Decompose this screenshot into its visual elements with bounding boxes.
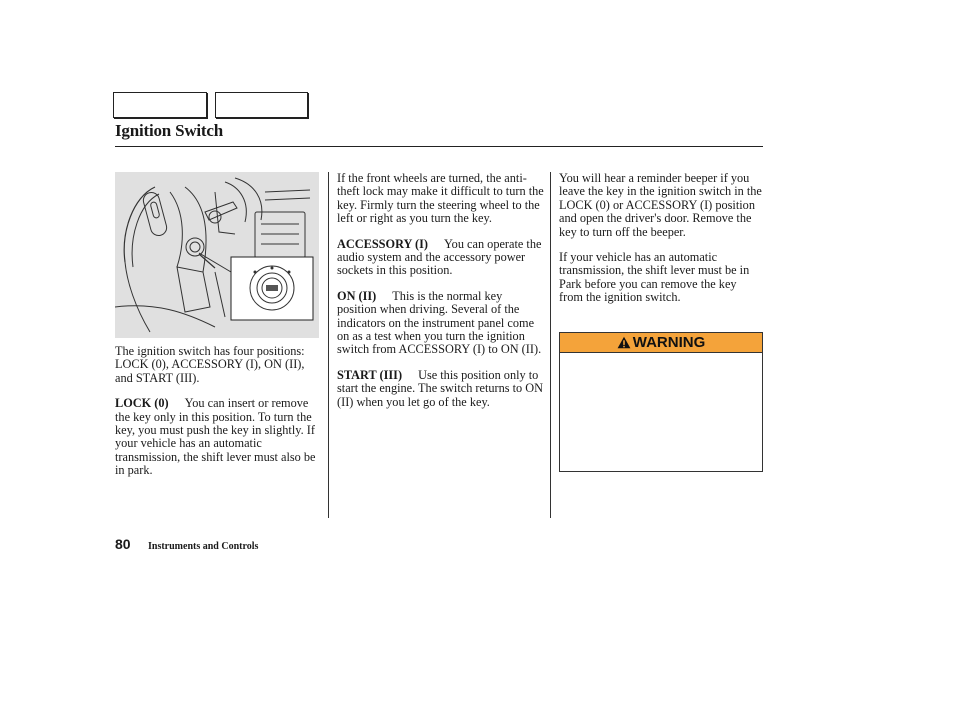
on-paragraph	[337, 290, 544, 357]
lock-term: LOCK (0)	[115, 396, 169, 411]
ignition-switch-illustration	[115, 172, 319, 338]
nav-button-next[interactable]	[215, 92, 308, 118]
nav-button-previous[interactable]	[113, 92, 207, 118]
on-text: This is the normal key position when driving. Several of the indicators on the instrument panel come on as a test when you turn the ignition switch from ACCESSORY (I) to ON (II).	[337, 288, 542, 357]
text-column-2	[337, 172, 544, 421]
wheels-paragraph: If the front wheels are turned, the anti-theft lock may make it difficult to turn the key. Firmly turn the steering wheel to the left or right as you turn the key.	[337, 171, 544, 226]
start-text: Use this position only to start the engine. The switch returns to ON (II) when you let go of the key.	[337, 367, 544, 409]
accessory-text: You can operate the audio system and the accessory power sockets in this position.	[337, 236, 542, 278]
lock-paragraph	[115, 397, 320, 477]
warning-box	[559, 332, 763, 472]
start-term: START (III)	[337, 367, 403, 382]
page-number: 80	[115, 536, 131, 552]
start-paragraph	[337, 369, 544, 409]
column-divider	[328, 172, 329, 518]
beeper-paragraph: You will hear a reminder beeper if you leave the key in the ignition switch in the LOCK (0) or ACCESSORY (I) position and open the driver's door. Remove the key to turn off the beeper.	[559, 171, 762, 239]
column-divider	[550, 172, 551, 518]
text-column-1	[115, 345, 320, 490]
lock-text: You can insert or remove the key only in this position. To turn the key, you must push the key in slightly. If your vehicle has an automatic transmission, the shift lever must also be in park.	[115, 396, 316, 478]
section-name: Instruments and Controls	[148, 541, 259, 552]
accessory-paragraph	[337, 238, 544, 278]
intro-paragraph: The ignition switch has four positions: LOCK (0), ACCESSORY (I), ON (II), and START (III).	[115, 344, 305, 385]
transmission-paragraph: If your vehicle has an automatic transmission, the shift lever must be in Park before you can remove the key from the ignition switch.	[559, 250, 750, 305]
text-column-3	[559, 172, 763, 317]
warning-triangle-icon	[617, 336, 631, 349]
warning-label: WARNING	[632, 334, 706, 351]
on-term: ON (II)	[337, 288, 377, 303]
warning-header	[560, 333, 762, 353]
accessory-term: ACCESSORY (I)	[337, 236, 429, 251]
title-divider	[115, 146, 763, 147]
page-title: Ignition Switch	[115, 121, 223, 140]
